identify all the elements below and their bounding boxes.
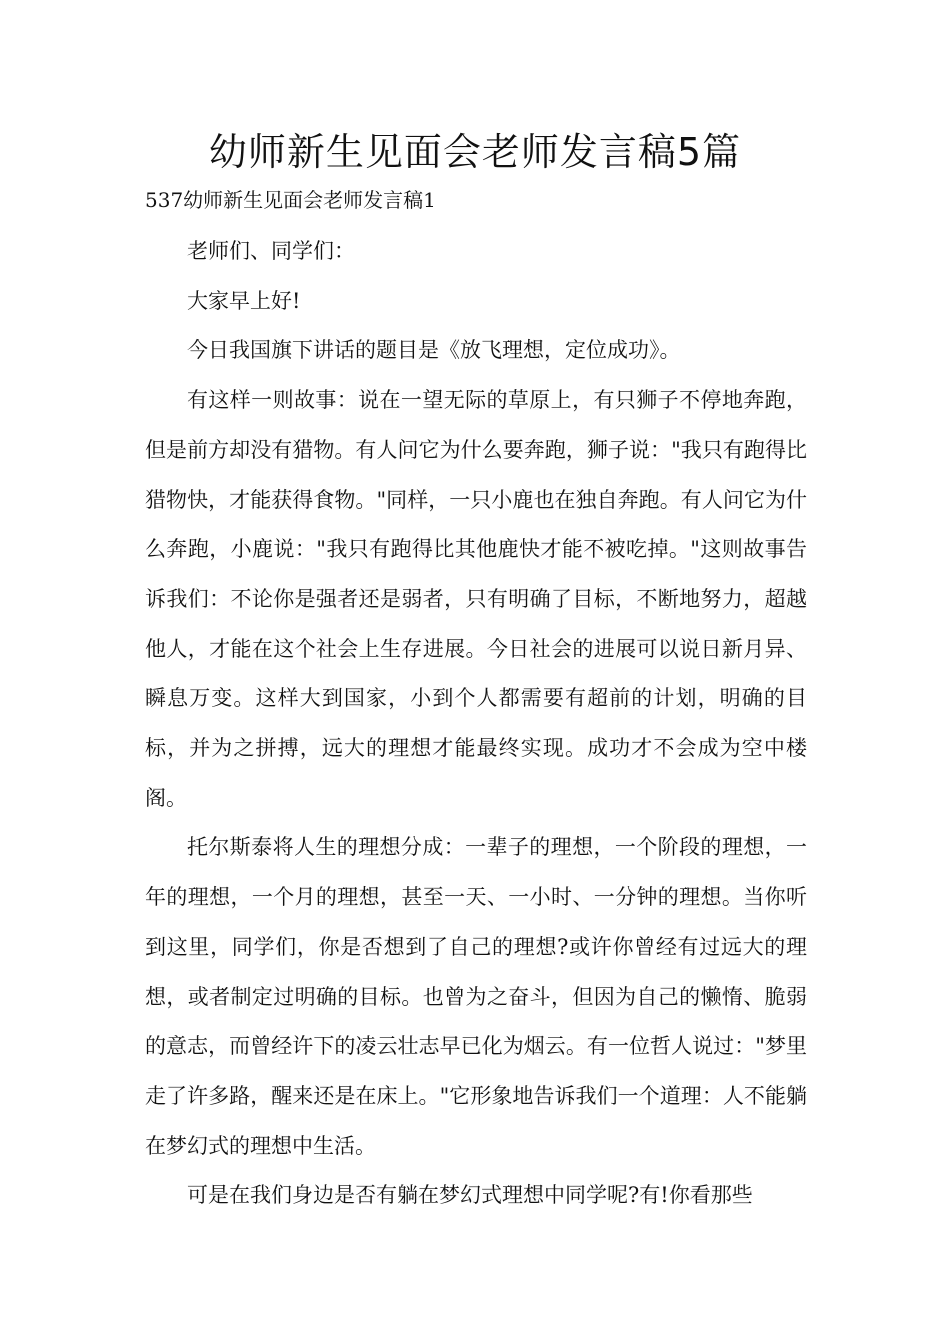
document-body	[145, 227, 807, 1221]
paragraph-continuation: 可是在我们身边是否有躺在梦幻式理想中同学呢?有!你看那些	[187, 1183, 753, 1208]
paragraph-tolstoy: 托尔斯泰将人生的理想分成：一辈子的理想，一个阶段的理想，一年的理想，一个月的理想，甚至一天、一小时、一分钟的理想。当你听到这里，同学们，你是否想到了自己的理想?或许你曾经有过远大的理想，或者制定过明确的目标。也曾为之奋斗，但因为自己的懒惰、脆弱的意志，而曾经许下的凌云壮志早已化为烟云。有一位哲人说过："梦里走了许多路，醒来还是在床上。"它形象地告诉我们一个道理：人不能躺在梦幻式的理想中生活。	[145, 835, 807, 1158]
paragraph-morning: 大家早上好!	[187, 288, 301, 313]
paragraph-topic: 今日我国旗下讲话的题目是《放飞理想，定位成功》。	[187, 338, 681, 363]
paragraph-story: 有这样一则故事：说在一望无际的草原上，有只狮子不停地奔跑，但是前方却没有猎物。有人问它为什么要奔跑，狮子说："我只有跑得比猎物快，才能获得食物。"同样，一只小鹿也在独自奔跑。有人问它为什么奔跑，小鹿说："我只有跑得比其他鹿快才能不被吃掉。"这则故事告诉我们：不论你是强者还是弱者，只有明确了目标，不断地努力，超越他人，才能在这个社会上生存进展。今日社会的进展可以说日新月异、瞬息万变。这样大到国家，小到个人都需要有超前的计划，明确的目标，并为之拼搏，远大的理想才能最终实现。成功才不会成为空中楼阁。	[145, 388, 807, 810]
document-title: 幼师新生见面会老师发言稿5篇	[208, 130, 742, 174]
paragraph-greeting: 老师们、同学们：	[187, 239, 355, 263]
document-subtitle: 537幼师新生见面会老师发言稿1	[145, 188, 436, 212]
